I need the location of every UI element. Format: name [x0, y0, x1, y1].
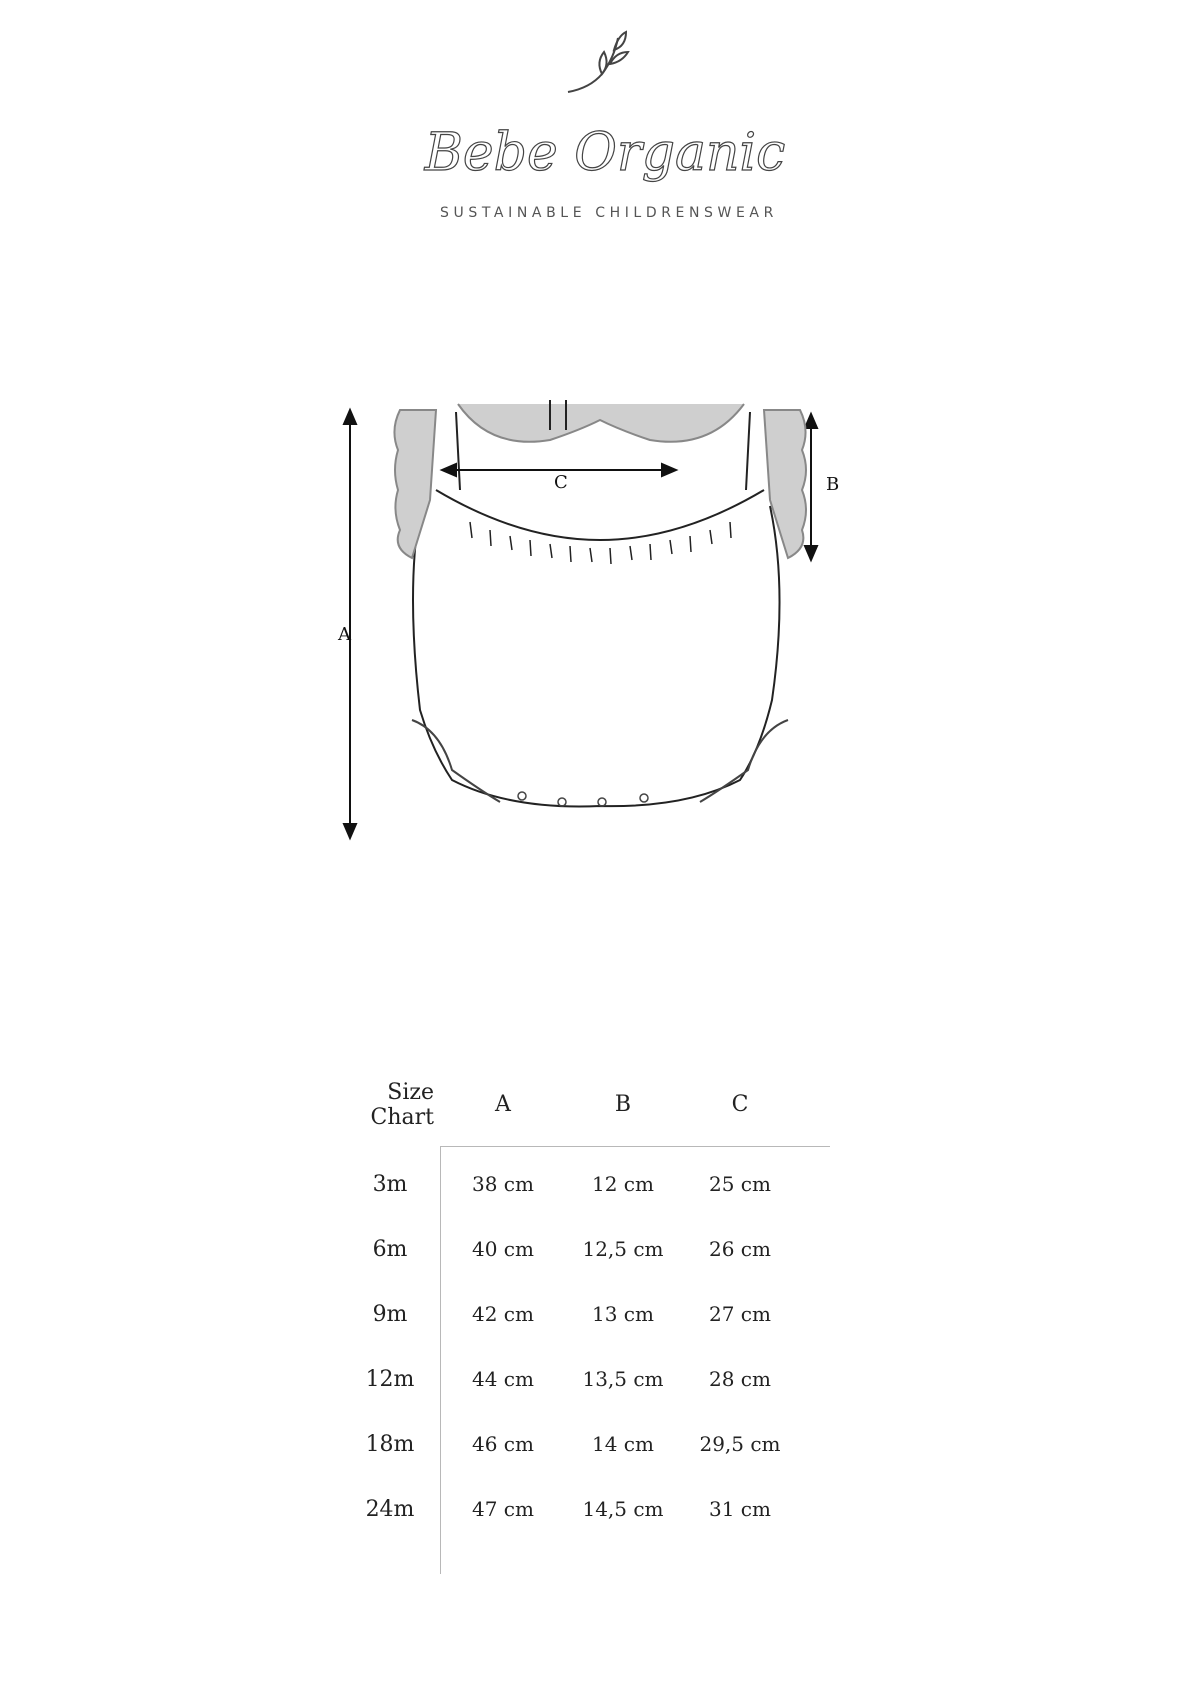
- value-a-cell: 40 cm: [472, 1237, 534, 1261]
- size-cell: 24m: [365, 1497, 415, 1522]
- size-cell: 12m: [365, 1367, 415, 1392]
- romper-collar: [458, 404, 744, 442]
- value-c-cell: 25 cm: [709, 1172, 771, 1196]
- romper-yoke: [436, 490, 764, 540]
- snap-button-icon: [598, 798, 606, 806]
- size-cell: 18m: [365, 1432, 415, 1457]
- value-b-cell: 13,5 cm: [582, 1367, 664, 1391]
- column-header-c: C: [731, 1092, 749, 1117]
- value-c-cell: 27 cm: [709, 1302, 771, 1326]
- column-header-b: B: [614, 1092, 632, 1117]
- measure-b-label: B: [826, 474, 840, 495]
- table-row: [340, 1367, 840, 1397]
- value-b-cell: 13 cm: [592, 1302, 654, 1326]
- value-b-cell: 12 cm: [592, 1172, 654, 1196]
- right-leg-frill: [700, 720, 788, 802]
- header-divider: [440, 1146, 830, 1147]
- snap-button-icon: [518, 792, 526, 800]
- measure-c-label: C: [554, 472, 568, 493]
- value-a-cell: 42 cm: [472, 1302, 534, 1326]
- table-row: [340, 1497, 840, 1527]
- value-a-cell: 44 cm: [472, 1367, 534, 1391]
- table-row: [340, 1432, 840, 1462]
- leaf-sprig-logo-icon: [560, 22, 650, 102]
- size-cell: 3m: [372, 1172, 408, 1197]
- left-frill-sleeve: [394, 410, 436, 558]
- value-b-cell: 14,5 cm: [582, 1497, 664, 1521]
- value-a-cell: 38 cm: [472, 1172, 534, 1196]
- snap-button-icon: [558, 798, 566, 806]
- snap-button-icon: [640, 794, 648, 802]
- measure-a-label: A: [338, 624, 351, 645]
- right-frill-sleeve: [764, 410, 806, 558]
- table-row: [340, 1237, 840, 1267]
- romper-measurement-diagram: [340, 410, 860, 900]
- value-c-cell: 31 cm: [709, 1497, 771, 1521]
- measure-b-arrow: [805, 414, 817, 560]
- size-chart-corner-label: Size Chart: [370, 1080, 434, 1130]
- table-row: [340, 1172, 840, 1202]
- romper-body-outline: [413, 506, 780, 806]
- value-b-cell: 14 cm: [592, 1432, 654, 1456]
- brand-name: Bebe Organic: [424, 123, 786, 183]
- value-b-cell: 12,5 cm: [582, 1237, 664, 1261]
- size-cell: 9m: [372, 1302, 408, 1327]
- value-c-cell: 28 cm: [709, 1367, 771, 1391]
- brand-tagline: SUSTAINABLE CHILDRENSWEAR: [440, 205, 778, 221]
- value-c-cell: 29,5 cm: [699, 1432, 781, 1456]
- size-cell: 6m: [372, 1237, 408, 1262]
- value-a-cell: 47 cm: [472, 1497, 534, 1521]
- brand-script-logo: [405, 118, 805, 208]
- gather-lines: [470, 522, 731, 564]
- value-a-cell: 46 cm: [472, 1432, 534, 1456]
- left-leg-frill: [412, 720, 500, 802]
- value-c-cell: 26 cm: [709, 1237, 771, 1261]
- table-row: [340, 1302, 840, 1332]
- column-header-a: A: [495, 1092, 511, 1117]
